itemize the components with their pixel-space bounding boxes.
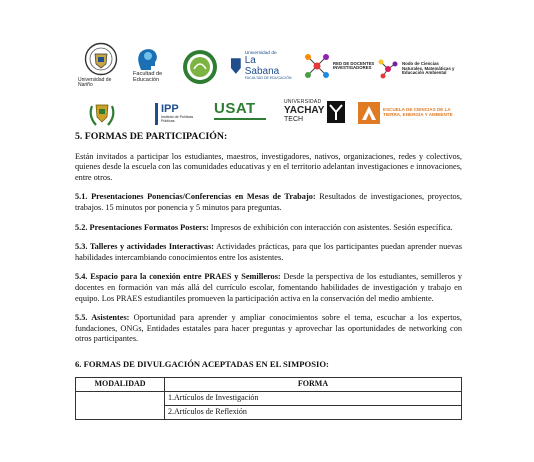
section-6-title: 6. FORMAS DE DIVULGACIÓN ACEPTADAS EN EL SIMPOSIO:	[75, 358, 329, 369]
yachay-mark-icon	[327, 101, 345, 123]
nodo-ciencias-logo: Nodo de Ciencias Naturales, Matemáticas y Educación Ambiental	[377, 52, 459, 86]
header-modalidad: MODALIDAD	[76, 377, 165, 391]
item-5-5-title: 5.5. Asistentes:	[75, 313, 130, 323]
red-docentes-logo: RED DE DOCENTES INVESTIGADORES	[303, 48, 375, 84]
item-5-3-title: 5.3. Talleres y actividades Interactivas:	[75, 242, 215, 252]
logo-banner	[0, 0, 534, 132]
green-seal-logo	[182, 48, 220, 86]
item-5-1-title: 5.1. Presentaciones Ponencias/Conferencias en Mesas de Trabajo:	[75, 192, 316, 202]
item-5-5-text: Oportunidad para aprender y ampliar conocimientos sobre el tema, escuchar a los expertos, fundaciones, ONGs, Entidades estatales para hacer preguntas y aprovechar las oportunidades de networking con otros participantes.	[75, 313, 462, 344]
item-5-2	[75, 223, 462, 234]
sabana-shield-icon	[230, 57, 242, 75]
section-5-title: 5. FORMAS DE PARTICIPACIÓN:	[75, 131, 228, 142]
universidad-narino-logo: Universidad de Nariño	[78, 42, 124, 90]
item-5-1	[75, 192, 462, 213]
item-5-4-title: 5.4. Espacio para la conexión entre PRAES y Semilleros:	[75, 272, 281, 282]
item-5-3	[75, 242, 462, 263]
section-5-intro: Están invitados a participar los estudiantes, maestros, investigadores, nativos, organizaciones, redes y colectivos, quienes desde la escuela con las comunidades educativas y en el territorio adelantan investigaciones e innovaciones, entre otros.	[75, 151, 462, 182]
ipp-logo: IPP Instituto de Políticas Públicas	[155, 101, 199, 127]
item-5-4-text: Desde la perspectiva de los estudiantes, semilleros y docentes en formación van más allá del currículo escolar, fomentando habilidades de investigación y trabajo en equipo. Los PRAES estudiantiles promueven la participación activa en la conservación del medio ambiente.	[75, 272, 462, 303]
divulgacion-table	[75, 377, 462, 420]
item-5-2-text: Impresos de exhibición con interacción con asistentes. Sesión específica.	[208, 222, 453, 232]
forma-cell: 2.Artículos de Reflexión	[165, 405, 462, 419]
narino-seal-icon	[84, 42, 118, 76]
earth-energy-icon	[358, 102, 380, 124]
forma-cell: 1.Artículos de Investigación	[165, 391, 462, 405]
item-5-4	[75, 272, 462, 304]
document-body	[75, 132, 462, 420]
crest-logo	[86, 97, 120, 131]
modalidad-cell	[76, 391, 165, 419]
laurel-crest-icon	[86, 98, 118, 130]
molecule-icon	[377, 58, 399, 80]
escuela-ciencias-tierra-logo: ESCUELA DE CIENCIAS DE LA TIERRA, ENERGÍA Y AMBIENTE	[358, 100, 458, 126]
table-header-row	[76, 377, 462, 391]
item-5-2-title: 5.2. Presentaciones Formatos Posters:	[75, 222, 209, 232]
usat-logo: USAT	[214, 101, 270, 125]
facultad-educacion-logo: Facultad de Educación	[133, 46, 175, 90]
header-forma: FORMA	[165, 377, 462, 391]
table-row	[76, 391, 462, 405]
network-nodes-icon	[303, 52, 331, 80]
head-profile-icon	[133, 46, 163, 72]
item-5-3-text: Actividades prácticas, para que los participantes puedan aprender nuevas habilidades intercambiando conocimientos entre los asistentes.	[75, 242, 462, 262]
item-5-1-text: Resultados de investigaciones, proyectos, trabajos. 15 minutos por ponencia y 5 minutos para preguntas.	[75, 192, 462, 212]
universidad-sabana-logo: Universidad de La Sabana FACULTAD DE EDUCACIÓN	[230, 51, 292, 81]
yachay-tech-logo: UNIVERSIDAD YACHAY TECH	[284, 98, 352, 126]
item-5-5	[75, 313, 462, 345]
green-seal-icon	[182, 49, 218, 85]
